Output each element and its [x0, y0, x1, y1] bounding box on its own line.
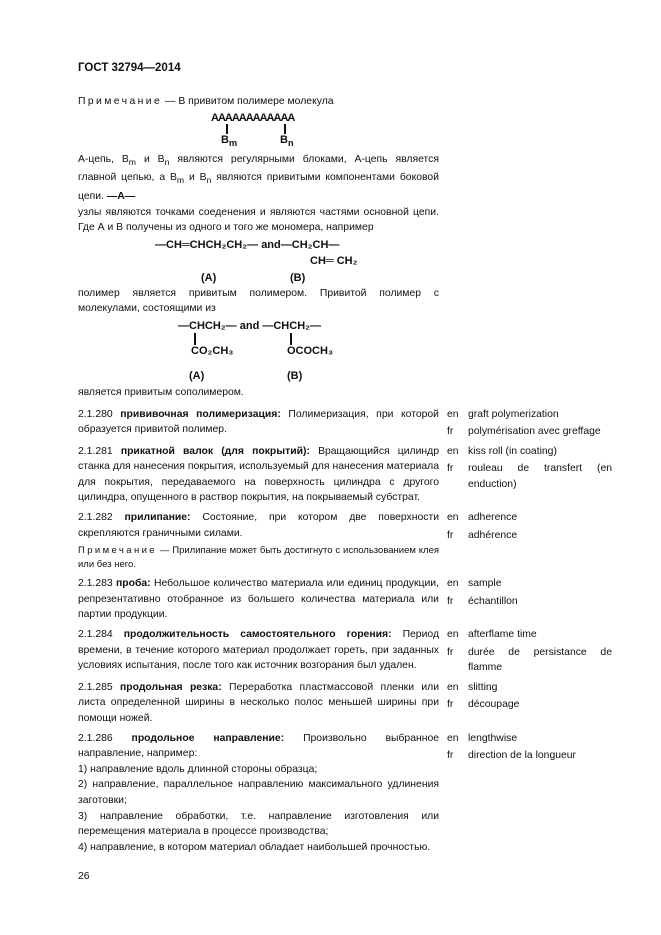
lang-fr: fr — [447, 750, 454, 762]
entry-translations — [447, 576, 612, 623]
note-paragraph-4: является привитым сополимером. — [78, 386, 244, 398]
entry-definition: 2.1.283 проба: Небольшое количество материала или единиц продукции, репрезентативно отобранное из большего количества материала или партии продукции. — [78, 578, 439, 621]
term-en: sample — [468, 578, 502, 590]
entry-2-1-284 — [78, 627, 612, 676]
term-en: adherence — [468, 512, 518, 524]
entry-2-1-285 — [78, 680, 612, 727]
list-item: 1) направление вдоль длинной стороны образца; — [78, 763, 318, 775]
entry-translations — [447, 444, 612, 506]
formula-b-branch: CH═ CH₂ — [310, 254, 358, 267]
formula-a: —CH═CHCH₂CH₂— and—CH₂CH— — [155, 238, 340, 251]
entry-translations — [447, 407, 612, 440]
chain-formula: AAAAAAAAAAAA — [211, 111, 295, 124]
lang-en: en — [447, 629, 459, 641]
entry-2-1-283 — [78, 576, 612, 623]
lang-en: en — [447, 408, 459, 420]
label-b: (B) — [287, 369, 303, 382]
entry-translations — [447, 627, 612, 676]
entry-translations — [447, 510, 612, 572]
label-a: (A) — [201, 271, 217, 284]
lang-fr: fr — [447, 699, 454, 711]
label-b: (B) — [290, 271, 306, 284]
entry-translations — [447, 731, 612, 856]
term-en: kiss roll (in coating) — [468, 445, 557, 457]
note-paragraph-3: полимер является привитым полимером. Привитой полимер с молекулами, состоящими из — [78, 287, 439, 315]
entry-2-1-282 — [78, 510, 612, 572]
term-fr: rouleau de transfert (en enduction) — [468, 463, 612, 490]
note-text: — В привитом полимере молекула — [165, 96, 334, 107]
lang-en: en — [447, 512, 459, 524]
list-item: 2) направление, параллельное направлению максимального удлинения заготовки; — [78, 779, 439, 806]
lang-en: en — [447, 681, 459, 693]
lang-en: en — [447, 445, 459, 457]
formula-2-a-group: CO₂CH₃ — [191, 344, 234, 357]
lang-fr: fr — [447, 426, 454, 438]
formula-2: —CHCH₂— and —CHCH₂— — [178, 319, 322, 332]
entry-2-1-286 — [78, 731, 612, 856]
entry-definition: 2.1.281 прикатной валок (для покрытий): Вращающийся цилиндр станка для нанесения покрытия, используемый для нанесения материала для покрытия, передаваемого на поверхность цилиндра с другого цилиндра, опущенного в раствор покрытия, на покрываемый субстрат. — [78, 445, 439, 504]
entry-definition: 2.1.284 продолжительность самостоятельного горения: Период времени, в течение которого материал продолжает гореть, при заданных условиях испытания, после того как источник возгорания был удален. — [78, 629, 440, 672]
list-item: 4) направление, в котором материал обладает наибольшей прочностью. — [78, 841, 431, 853]
term-fr: durée de persistance de flamme — [468, 646, 612, 674]
label-a: (A) — [189, 369, 205, 382]
lang-en: en — [447, 732, 459, 744]
term-fr: adhérence — [468, 529, 518, 541]
document-header: ГОСТ 32794—2014 — [78, 62, 181, 74]
term-en: lengthwise — [468, 732, 518, 744]
page-number: 26 — [78, 871, 90, 883]
formula-2-b-group: OCOCH₃ — [287, 344, 334, 357]
term-en: graft polymerization — [468, 408, 559, 420]
term-en: afterflame time — [468, 629, 537, 641]
entry-definition: 2.1.285 продольная резка: Переработка пластмассовой пленки или листа определенной ширины в несколько полос меньшей ширины при помощи ножей. — [78, 681, 440, 724]
entry-definition: 2.1.280 прививочная полимеризация: Полимеризация, при которой образуется привитой полимер. — [78, 408, 439, 436]
block-bn: $B_n$ — [280, 133, 294, 148]
term-fr: échantillon — [468, 595, 518, 607]
block-bm: $B_m$ — [221, 133, 238, 148]
entry-2-1-281 — [78, 444, 612, 506]
note-intro — [78, 94, 439, 110]
lang-fr: fr — [447, 463, 454, 475]
list-item: 3) направление обработки, т.е. направление изготовления или перемещения материала в процессе производства; — [78, 810, 439, 838]
term-fr: direction de la longueur — [468, 750, 577, 762]
term-en: slitting — [468, 681, 498, 693]
formula-figure-1 — [78, 236, 439, 286]
note-label: Примечание — [78, 96, 163, 107]
page-content — [78, 94, 612, 885]
lang-fr: fr — [447, 595, 454, 607]
lang-fr: fr — [447, 529, 454, 541]
entry-note: Примечание — Прилипание может быть достигнуто с использованием клея или без него. — [78, 545, 440, 571]
lang-fr: fr — [447, 646, 454, 658]
chain-figure — [78, 110, 439, 152]
entry-definition: 2.1.282 прилипание: Состояние, при котором две поверхности скрепляются граничными силами. Примечание — Прилипание может быть достигнуто с использованием клея или без него. — [78, 512, 440, 571]
entry-2-1-280 — [78, 407, 612, 440]
note-paragraph-1: А-цепь, $B_m$ и $B_n$ являются регулярными блоками, А-цепь является главной цепью, а $B_m$ и $B_n$ являются привитыми компонентами боковой цепи. —A— — [78, 153, 439, 202]
entry-translations — [447, 680, 612, 727]
term-fr: polymérisation avec greffage — [468, 426, 601, 438]
lang-en: en — [447, 578, 459, 590]
term-fr: découpage — [468, 699, 520, 711]
entry-definition: 2.1.286 продольное направление: Произвольно выбранное направление, например: 1) направление вдоль длинной стороны образца; 2) направление, параллельное направлению максимального удлинения заготовки; 3) направление обработки, т.е. направление изготовления или перемещения материала в процессе производства; 4) направление, в котором материал обладает наибольшей прочностью. — [78, 731, 439, 856]
note-paragraph-2: узлы являются точками соеденения и являются частями основной цепи. Где А и В получены из одного и того же мономера, например — [78, 206, 439, 234]
formula-figure-2 — [78, 317, 439, 385]
